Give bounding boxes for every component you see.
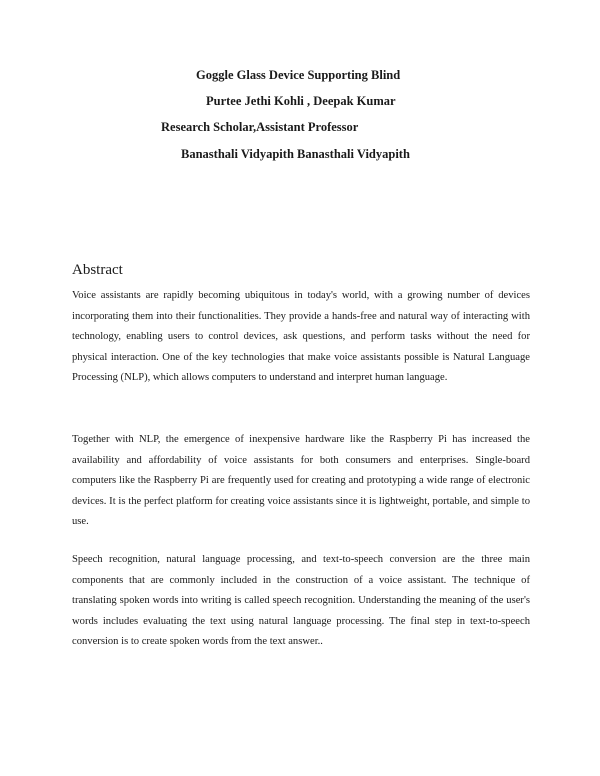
abstract-paragraph-2: Together with NLP, the emergence of inexpensive hardware like the Raspberry Pi has increased the availability and affordability of voice assistants for both consumers and enterprises. Single-board computers like the Raspberry Pi are frequently used for creating and prototyping a wide range of electronic devices. It is the perfect platform for creating voice assistants since it is lightweight, portable, and simple to use. xyxy=(72,434,530,527)
abstract-paragraph-3: Speech recognition, natural language processing, and text-to-speech conversion are the three main components that are commonly included in the construction of a voice assistant. The technique of translating spoken words into writing is called speech recognition. Understanding the meaning of the user's words includes evaluating the text using natural language processing. The final step in text-to-speech conversion is to create spoken words from the text answer.. xyxy=(72,554,530,647)
author-affiliations: Banasthali Vidyapith Banasthali Vidyapith xyxy=(181,147,410,161)
abstract-paragraph-1: Voice assistants are rapidly becoming ubiquitous in today's world, with a growing number of devices incorporating them into their functionalities. They provide a hands-free and natural way of interacting with technology, enabling users to control devices, ask questions, and perform tasks without the need for physical interaction. One of the key technologies that make voice assistants possible is Natural Language Processing (NLP), which allows computers to understand and interpret human language. xyxy=(72,290,530,383)
author-roles: Research Scholar,Assistant Professor xyxy=(161,120,359,134)
author-names: Purtee Jethi Kohli , Deepak Kumar xyxy=(206,94,396,108)
abstract-heading: Abstract xyxy=(72,262,123,278)
paper-title: Goggle Glass Device Supporting Blind xyxy=(196,68,401,82)
